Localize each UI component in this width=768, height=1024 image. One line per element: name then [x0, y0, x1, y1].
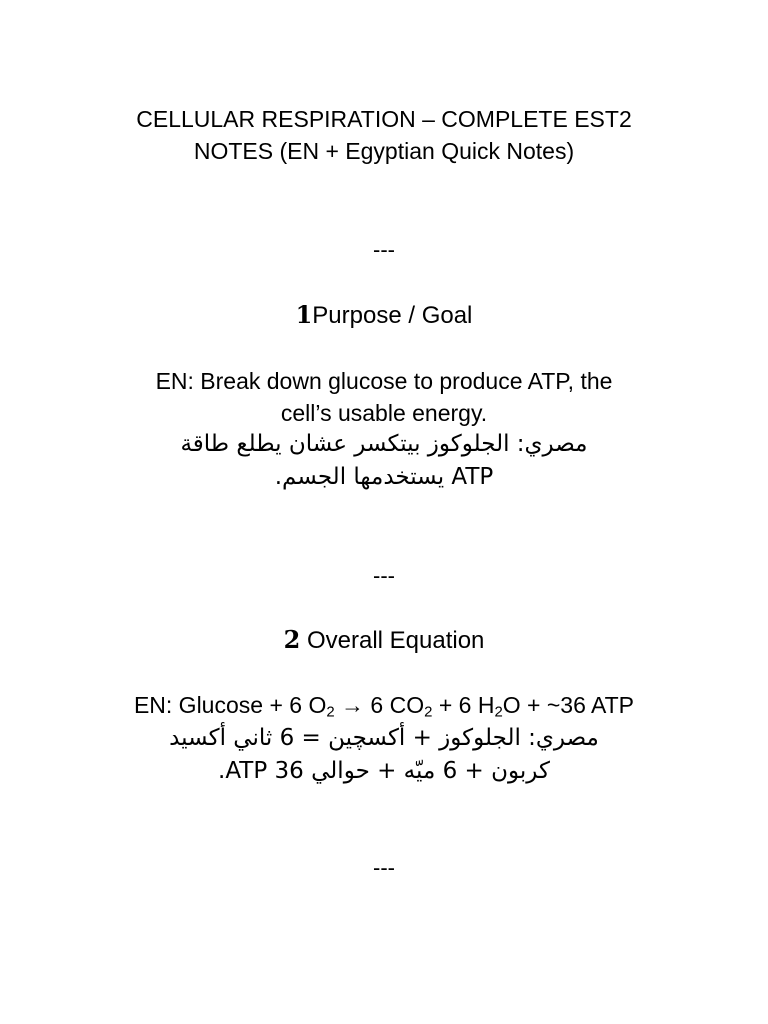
- egyptian-note-equation: [110, 722, 658, 788]
- equation-text: + 6 H: [432, 692, 495, 718]
- equation-subscript: 2: [326, 703, 335, 721]
- english-equation: [84, 689, 684, 721]
- equation-text: O + ~36 ATP: [502, 692, 635, 718]
- section-heading-text: Overall Equation: [306, 627, 485, 654]
- egyptian-note-line-1: مصري: الجلوكوز + أكسچين = 6 ثاني أكسيد: [169, 725, 599, 751]
- english-note-purpose: [84, 365, 684, 429]
- section-separator: ---: [373, 855, 395, 880]
- equation-text: EN: Glucose + 6 O: [133, 692, 327, 718]
- english-note-line-1: EN: Break down glucose to produce ATP, the: [155, 368, 613, 394]
- equation-subscript: 2: [424, 703, 433, 721]
- section-heading-equation: [84, 624, 684, 657]
- section-heading-purpose: [84, 299, 684, 332]
- egyptian-note-line-1: مصري: الجلوكوز بيتكسر عشان يطلع طاقة: [180, 431, 588, 457]
- egyptian-note-line-2: ATP يستخدمها الجسم.: [274, 464, 494, 490]
- title-line-1: CELLULAR RESPIRATION – COMPLETE EST2: [136, 106, 632, 132]
- equation-text: → 6 CO: [334, 692, 425, 718]
- section-number: 2: [283, 625, 301, 654]
- section-separator: ---: [373, 237, 395, 262]
- english-note-line-2: cell’s usable energy.: [280, 400, 488, 426]
- title-line-2: NOTES (EN + Egyptian Quick Notes): [193, 138, 575, 164]
- section-heading-text: Purpose / Goal: [312, 302, 473, 329]
- egyptian-note-purpose: [110, 428, 658, 494]
- document-title: [84, 103, 684, 167]
- section-number: 1: [295, 300, 313, 329]
- section-separator: ---: [373, 563, 395, 588]
- equation-subscript: 2: [494, 703, 503, 721]
- egyptian-note-line-2: كربون + 6 ميّه + حوالي 36 ATP.: [218, 758, 550, 784]
